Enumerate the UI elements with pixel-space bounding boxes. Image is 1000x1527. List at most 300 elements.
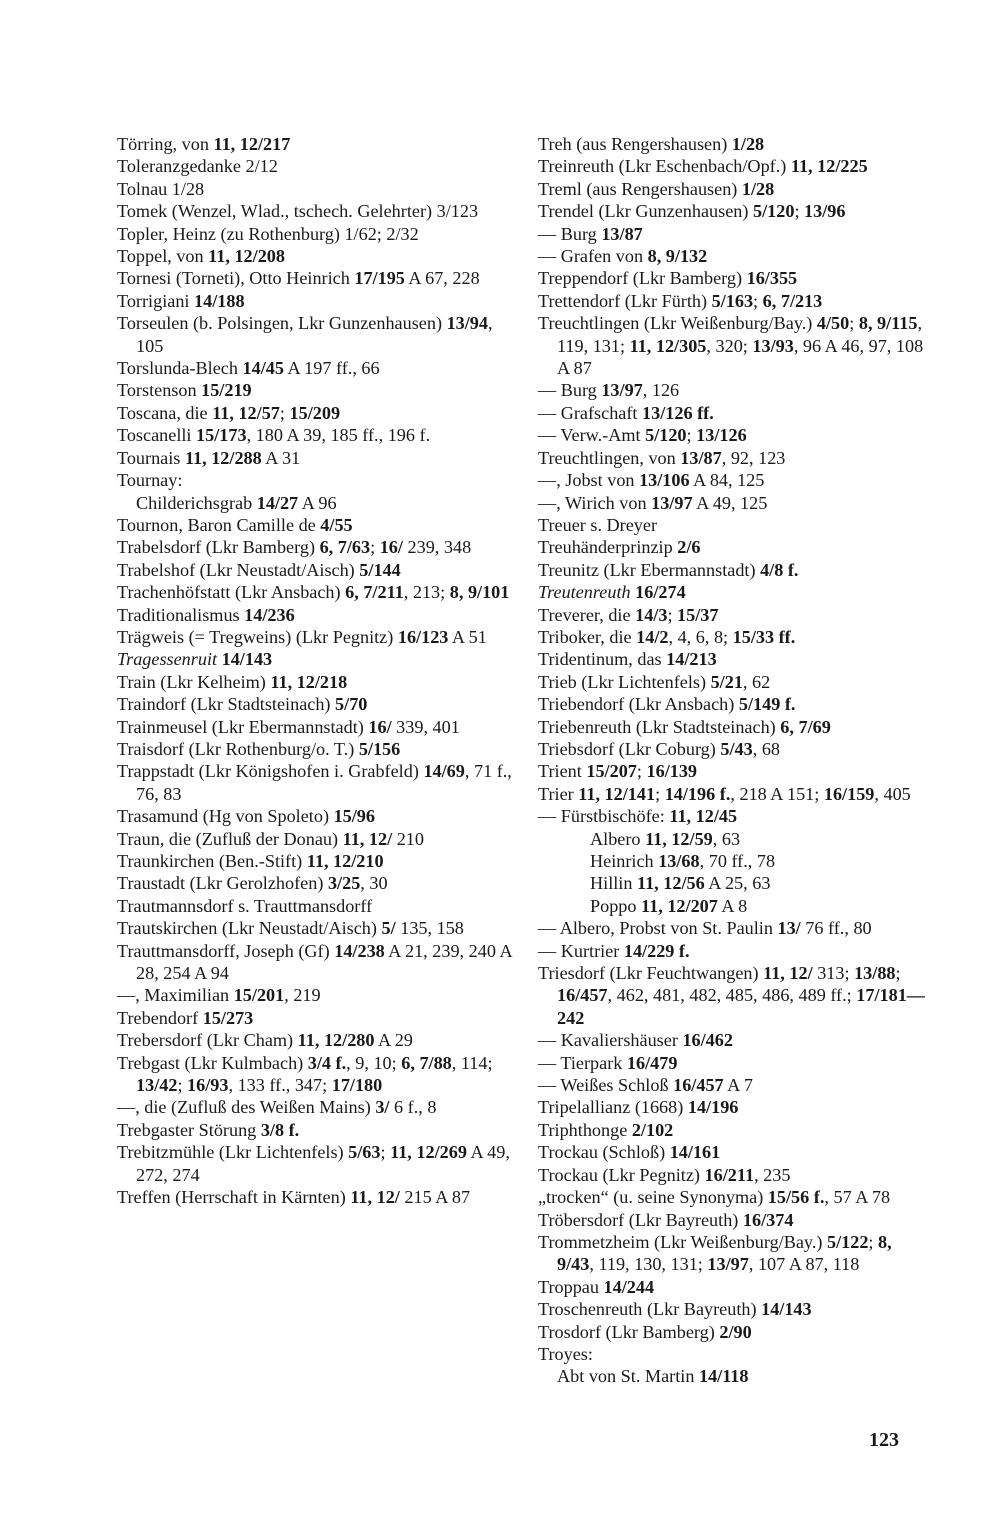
- entry-text: Treuchtlingen, von: [538, 447, 681, 468]
- entry-text: Trient: [538, 761, 587, 782]
- index-entry: [117, 178, 512, 200]
- page-reference: 5/120: [753, 201, 795, 222]
- page-reference: 16/274: [635, 582, 686, 603]
- entry-text: Topler, Heinz (zu Rothenburg) 1/62; 2/32: [117, 223, 419, 244]
- index-entry: [538, 648, 933, 670]
- index-entry: [117, 245, 512, 267]
- index-entry: [117, 559, 512, 581]
- entry-text: A 51: [448, 626, 487, 647]
- entry-text: Trebgast (Lkr Kulmbach): [117, 1052, 308, 1073]
- entry-text: Trabelshof (Lkr Neustadt/Aisch): [117, 559, 360, 580]
- entry-text: , 96 A 46, 97, 108 A 87: [557, 335, 924, 379]
- entry-text: — Fürstbischöfe:: [538, 806, 670, 827]
- entry-text: Torstenson: [117, 380, 202, 401]
- entry-text: ;: [895, 963, 901, 984]
- page-reference: 4/50: [816, 313, 850, 334]
- entry-text: A 7: [723, 1075, 753, 1096]
- entry-text: Torrigiani: [117, 290, 195, 311]
- page-reference: 16/355: [746, 268, 798, 289]
- entry-text: Tournais: [117, 447, 185, 468]
- entry-text: 215 A 87: [399, 1187, 471, 1208]
- entry-text: Trier: [538, 783, 579, 804]
- entry-text: , 218 A 151;: [730, 783, 824, 804]
- index-entry: [117, 716, 512, 738]
- page-reference: 5/43: [720, 738, 753, 759]
- entry-text: , 9, 10;: [346, 1052, 402, 1073]
- page-reference: 11, 12/225: [790, 156, 868, 177]
- page-reference: 16/: [379, 537, 403, 558]
- index-entry: [538, 447, 933, 469]
- page-reference: 4/55: [320, 514, 353, 535]
- index-entry: [117, 693, 512, 715]
- entry-text: , 114;: [451, 1052, 493, 1073]
- page-reference: 1/28: [731, 134, 765, 154]
- page-reference: 14/244: [603, 1276, 655, 1297]
- page-reference: 11, 12/141: [578, 783, 656, 804]
- entry-text: A 49, 272, 274: [136, 1142, 510, 1185]
- index-entry: [538, 1298, 933, 1320]
- entry-text: 339, 401: [391, 716, 460, 737]
- entry-text: ;: [279, 402, 290, 423]
- entry-text: Tripelallianz (1668): [538, 1097, 688, 1118]
- index-entry: [117, 648, 512, 670]
- page-reference: 14/236: [244, 604, 295, 625]
- index-entry: [117, 223, 512, 245]
- page-reference: 11, 12/269: [390, 1142, 467, 1163]
- page-reference: 16/479: [626, 1052, 678, 1073]
- index-entry: [538, 290, 933, 312]
- entry-text: , 235: [754, 1164, 791, 1185]
- entry-text: , 107 A 87, 118: [748, 1254, 860, 1275]
- page-reference: 6, 7/69: [780, 716, 831, 737]
- page-reference: 16/462: [682, 1030, 733, 1051]
- index-subentry: [538, 872, 933, 894]
- entry-text: — Verw.-Amt: [538, 425, 646, 446]
- page-reference: 16/374: [742, 1209, 794, 1230]
- entry-text: Treverer, die: [538, 604, 636, 625]
- entry-text: Treuer s. Dreyer: [538, 514, 658, 535]
- index-entry: [538, 581, 933, 603]
- index-entry: [117, 1029, 512, 1051]
- index-entry: [117, 200, 512, 222]
- page-reference: 13/94: [446, 313, 488, 334]
- page-reference: 5/156: [358, 738, 401, 759]
- page-reference: 13/126 ff.: [642, 402, 714, 423]
- index-subentry: [538, 1365, 933, 1387]
- entry-text: 6 f., 8: [389, 1097, 437, 1118]
- entry-text: , 4, 6, 8;: [668, 626, 733, 647]
- entry-text: 210: [392, 828, 424, 849]
- page-reference: 14/143: [221, 649, 273, 670]
- page-reference: 14/2: [636, 626, 669, 647]
- entry-text: 313;: [812, 963, 855, 984]
- entry-text: 76 ff., 80: [800, 918, 872, 939]
- index-entry: [117, 469, 512, 491]
- index-entry: [538, 1209, 933, 1231]
- entry-text: A 8: [717, 895, 748, 916]
- index-entry: [538, 1343, 933, 1365]
- page-reference: 5/144: [359, 559, 401, 580]
- page-reference: 3/: [375, 1097, 390, 1118]
- entry-text: A 31: [261, 447, 301, 468]
- page-reference: 13/93: [752, 335, 794, 356]
- page-reference: 16/93: [187, 1075, 229, 1096]
- entry-text: , 405: [874, 783, 911, 804]
- entry-text: Toppel, von: [117, 246, 209, 267]
- index-entry: [538, 559, 933, 581]
- index-entry: [538, 940, 933, 962]
- index-entry: [538, 1141, 933, 1163]
- entry-text: — Weißes Schloß: [538, 1075, 674, 1096]
- page-reference: 5/122: [826, 1231, 869, 1252]
- entry-text: Trainmeusel (Lkr Ebermannstadt): [117, 716, 369, 737]
- index-entry: [117, 738, 512, 760]
- index-entry: [538, 1074, 933, 1096]
- entry-text: A 29: [374, 1030, 413, 1051]
- page-reference: 14/27: [256, 492, 299, 513]
- page-reference: 15/207: [586, 761, 637, 782]
- index-entry: [538, 1231, 933, 1276]
- entry-text: A 49, 125: [692, 492, 768, 513]
- entry-text: Trommetzheim (Lkr Weißenburg/Bay.): [538, 1231, 827, 1252]
- entry-text: , 71 f., 76, 83: [136, 761, 512, 804]
- index-entry: [538, 536, 933, 558]
- index-entry: [117, 805, 512, 827]
- page-reference: 13/: [777, 918, 801, 939]
- index-entry: [117, 357, 512, 379]
- page-reference: 13/126: [696, 425, 747, 446]
- entry-text: Trauttmansdorff, Joseph (Gf): [117, 940, 335, 961]
- entry-text: — Burg: [538, 380, 602, 401]
- page-reference: 6, 7/213: [762, 290, 823, 311]
- index-entry: [538, 760, 933, 782]
- page-reference: 14/213: [666, 649, 717, 670]
- index-entry: [538, 805, 933, 827]
- page-reference: 13/87: [680, 447, 722, 468]
- entry-text: , 30: [360, 873, 388, 894]
- page-reference: 11, 12/217: [213, 134, 291, 154]
- index-entry: [538, 1186, 933, 1208]
- page-reference: 14/118: [698, 1366, 749, 1387]
- page-reference: 4/8 f.: [760, 559, 799, 580]
- page-reference: 11, 12/: [350, 1187, 400, 1208]
- page-reference: 5/163: [711, 290, 754, 311]
- entry-text: Troppau: [538, 1276, 604, 1297]
- entry-text: Trebgaster Störung: [117, 1119, 261, 1140]
- page-reference: 11, 12/207: [641, 895, 718, 916]
- page-reference: 14/196 f.: [664, 783, 731, 804]
- entry-text: Trappstadt (Lkr Königshofen i. Grabfeld): [117, 761, 424, 782]
- page-reference: 2/90: [719, 1321, 752, 1342]
- index-entry: [117, 917, 512, 939]
- entry-text: Triphthonge: [538, 1119, 632, 1140]
- index-column-right: [538, 133, 933, 1388]
- page-reference: 6, 7/63: [319, 537, 371, 558]
- entry-text: , 105: [136, 313, 493, 356]
- index-entry: [117, 133, 512, 155]
- entry-text: Treunitz (Lkr Ebermannstadt): [538, 559, 761, 580]
- page-reference: 15/209: [289, 402, 341, 423]
- entry-text: Treppendorf (Lkr Bamberg): [538, 268, 747, 289]
- entry-text: , 62: [742, 671, 771, 692]
- index-entry: [538, 155, 933, 177]
- page-reference: 11, 12/288: [184, 447, 262, 468]
- index-entry: [538, 962, 933, 1029]
- entry-text: Triesdorf (Lkr Feuchtwangen): [538, 963, 764, 984]
- entry-text: „trocken“ (u. seine Synonyma): [538, 1187, 768, 1208]
- entry-text: Tolnau 1/28: [117, 178, 205, 199]
- page-reference: 2/6: [677, 537, 701, 558]
- index-entry: [117, 267, 512, 289]
- entry-text: —, Maximilian: [117, 985, 234, 1006]
- page-reference: 16/159: [823, 783, 875, 804]
- index-entry: [117, 828, 512, 850]
- entry-text: Trendel (Lkr Gunzenhausen): [538, 201, 753, 222]
- entry-text: , 57 A 78: [824, 1187, 891, 1208]
- index-entry: [538, 379, 933, 401]
- entry-text: Törring, von: [117, 134, 214, 154]
- page-reference: 5/120: [645, 425, 687, 446]
- index-column-left: [117, 133, 512, 1209]
- entry-text: Tomek (Wenzel, Wlad., tschech. Gelehrter) 3/123: [117, 201, 479, 222]
- entry-text: — Albero, Probst von St. Paulin: [538, 918, 778, 939]
- page-reference: 11, 12/210: [306, 851, 384, 871]
- index-entry: [538, 267, 933, 289]
- entry-text: , 219: [284, 985, 321, 1006]
- entry-text: Tornesi (Torneti), Otto Heinrich: [117, 268, 355, 289]
- page-reference: 8, 9/43: [557, 1231, 892, 1275]
- index-entry: [538, 1029, 933, 1051]
- page-reference: 16/211: [704, 1164, 755, 1185]
- entry-text: Traunkirchen (Ben.-Stift): [117, 851, 307, 871]
- page-reference: 15/37: [677, 604, 719, 625]
- index-entry: [117, 1186, 512, 1208]
- page-reference: 14/238: [334, 940, 385, 961]
- entry-text: A 197 ff., 66: [283, 358, 380, 379]
- entry-text: Traustadt (Lkr Gerolzhofen): [117, 873, 328, 894]
- entry-text: — Grafschaft: [538, 402, 643, 423]
- entry-text: ;: [686, 425, 697, 446]
- entry-text: —, die (Zufluß des Weißen Mains): [117, 1097, 376, 1118]
- index-entry: [538, 402, 933, 424]
- entry-text: —, Jobst von: [538, 470, 640, 491]
- page-reference: 11, 12/218: [270, 671, 348, 692]
- page-reference: 15/201: [233, 985, 285, 1006]
- page-number: 123: [869, 1429, 899, 1451]
- index-entry: [117, 155, 512, 177]
- entry-text: Triboker, die: [538, 626, 637, 647]
- page-reference: 8, 9/115: [858, 313, 918, 334]
- index-entry: [117, 290, 512, 312]
- index-entry: [117, 581, 512, 603]
- entry-text: , 462, 481, 482, 485, 486, 489 ff.;: [607, 985, 857, 1006]
- entry-text: Trebendorf: [117, 1007, 203, 1028]
- entry-text: Poppo: [590, 895, 642, 916]
- page-reference: 8, 9/132: [647, 246, 708, 267]
- page-reference: 14/229 f.: [623, 940, 690, 961]
- index-entry: [117, 514, 512, 536]
- entry-text: 239, 348: [402, 537, 472, 558]
- index-entry: [117, 604, 512, 626]
- page-reference: 5/63: [348, 1142, 381, 1163]
- index-entry: [538, 1276, 933, 1298]
- entry-text: ;: [794, 201, 805, 222]
- entry-text: Trockau (Schloß): [538, 1142, 670, 1163]
- entry-text: — Kavaliershäuser: [538, 1030, 683, 1051]
- entry-text: — Tierpark: [538, 1052, 627, 1073]
- index-entry: [117, 379, 512, 401]
- entry-text: Treffen (Herrschaft in Kärnten): [117, 1187, 351, 1208]
- entry-text: 135, 158: [395, 918, 464, 939]
- index-entry: [117, 402, 512, 424]
- page-reference: 13/96: [804, 201, 846, 222]
- page-reference: 5/149 f.: [738, 694, 796, 715]
- index-entry: [117, 1096, 512, 1118]
- index-entry: [538, 514, 933, 536]
- index-entry: [538, 693, 933, 715]
- entry-text: Toleranzgedanke 2/12: [117, 156, 278, 177]
- index-entry: [117, 312, 512, 357]
- entry-text: Treuhänderprinzip: [538, 537, 678, 558]
- page-reference: 13/106: [639, 470, 690, 491]
- entry-text: ;: [868, 1231, 879, 1252]
- index-entry: [538, 1096, 933, 1118]
- index-entry: [538, 604, 933, 626]
- index-entry: [117, 447, 512, 469]
- entry-text: Tournay:: [117, 470, 183, 491]
- page-reference: 16/457: [673, 1075, 724, 1096]
- index-entry: [117, 424, 512, 446]
- index-entry: [117, 1007, 512, 1029]
- page-reference: 3/4 f.: [307, 1052, 347, 1073]
- index-entry: [538, 312, 933, 379]
- index-entry: [538, 200, 933, 222]
- entry-text: , 320;: [706, 335, 753, 356]
- index-entry: [538, 626, 933, 648]
- page-reference: 11, 12/208: [208, 246, 285, 267]
- entry-text: Torslunda-Blech: [117, 358, 243, 379]
- index-entry: [538, 245, 933, 267]
- page-reference: 5/: [381, 918, 396, 939]
- entry-text: Trosdorf (Lkr Bamberg): [538, 1321, 720, 1342]
- page-reference: 17/180: [331, 1075, 383, 1096]
- page-reference: 13/68: [658, 851, 700, 871]
- entry-text: Albero: [590, 828, 646, 849]
- index-entry: [538, 1164, 933, 1186]
- index-entry: [538, 492, 933, 514]
- page-reference: 13/42: [136, 1075, 178, 1096]
- page-reference: 14/161: [669, 1142, 721, 1163]
- page-reference: 11, 12/45: [669, 806, 738, 827]
- entry-text: Trachenhöfstatt (Lkr Ansbach): [117, 582, 346, 603]
- page-reference: 1/28: [741, 178, 775, 199]
- index-subentry: [538, 895, 933, 917]
- index-entry: [117, 1119, 512, 1141]
- entry-text: , 133 ff., 347;: [228, 1075, 332, 1096]
- page-reference: 5/70: [335, 694, 368, 715]
- entry-text: Tridentinum, das: [538, 649, 667, 670]
- index-entry: [538, 716, 933, 738]
- entry-text: Traditionalismus: [117, 604, 245, 625]
- entry-text: ;: [849, 313, 859, 334]
- entry-text: ;: [636, 761, 647, 782]
- page-reference: 13/97: [707, 1254, 749, 1275]
- page-reference: 13/87: [601, 223, 643, 244]
- entry-text: , 119, 131;: [557, 313, 923, 356]
- entry-text: Troschenreuth (Lkr Bayreuth): [538, 1299, 762, 1320]
- entry-text: Trautmannsdorf s. Trauttmansdorff: [117, 895, 373, 916]
- page-reference: 11, 12/57: [212, 402, 280, 423]
- entry-text: Train (Lkr Kelheim): [117, 671, 271, 692]
- entry-text: Triebsdorf (Lkr Coburg): [538, 738, 721, 759]
- entry-text: ;: [177, 1075, 188, 1096]
- page-reference: 15/96: [333, 806, 375, 827]
- entry-text: , 126: [642, 380, 680, 401]
- entry-text: Trägweis (= Tregweins) (Lkr Pegnitz): [117, 626, 398, 647]
- page-reference: 6, 7/88: [401, 1052, 452, 1073]
- page-reference: 16/123: [397, 626, 449, 647]
- index-subentry: [117, 492, 512, 514]
- entry-text: Trieb (Lkr Lichtenfels): [538, 671, 711, 692]
- page-reference: 3/8 f.: [260, 1119, 300, 1140]
- index-entry: [538, 1321, 933, 1343]
- index-entry: [117, 1141, 512, 1186]
- page-reference: 6, 7/211: [345, 582, 404, 603]
- page-reference: 16/: [368, 716, 392, 737]
- entry-text: , 70 ff., 78: [699, 851, 776, 871]
- entry-text: Treinreuth (Lkr Eschenbach/Opf.): [538, 156, 791, 177]
- index-subentry: [538, 850, 933, 872]
- entry-text: Trebitzmühle (Lkr Lichtenfels): [117, 1142, 349, 1163]
- entry-text: Trabelsdorf (Lkr Bamberg): [117, 537, 320, 558]
- entry-text: A 21, 239, 240 A 28, 254 A 94: [136, 940, 512, 984]
- page-reference: 11, 12/305: [629, 335, 707, 356]
- entry-text: Traindorf (Lkr Stadtsteinach): [117, 694, 336, 715]
- entry-text: Treml (aus Rengershausen): [538, 178, 742, 199]
- page-reference: 16/139: [646, 761, 698, 782]
- entry-text: Triebenreuth (Lkr Stadtsteinach): [538, 716, 781, 737]
- index-entry: [538, 178, 933, 200]
- entry-text: Childerichsgrab: [136, 492, 257, 513]
- entry-text: — Grafen von: [538, 246, 648, 267]
- entry-text: Triebendorf (Lkr Ansbach): [538, 694, 739, 715]
- entry-text: Troyes:: [538, 1343, 593, 1364]
- entry-text: , 119, 130, 131;: [589, 1254, 708, 1275]
- index-entry: [117, 671, 512, 693]
- index-entry: [538, 738, 933, 760]
- page-reference: 13/97: [601, 380, 643, 401]
- index-entry: [117, 760, 512, 805]
- page-reference: 5/21: [710, 671, 743, 692]
- entry-text: Toscanelli: [117, 425, 197, 446]
- page-reference: 13/97: [651, 492, 693, 513]
- page-reference: 13/88: [854, 963, 896, 984]
- entry-text: ;: [380, 1142, 391, 1163]
- page-reference: 15/219: [201, 380, 252, 401]
- entry-text: Treh (aus Rengershausen): [538, 134, 732, 154]
- index-entry: [117, 940, 512, 985]
- entry-text: Traisdorf (Lkr Rothenburg/o. T.): [117, 738, 359, 759]
- entry-text: , 213;: [403, 582, 450, 603]
- index-entry: [538, 917, 933, 939]
- entry-text: , 63: [712, 828, 741, 849]
- index-entry: [538, 133, 933, 155]
- entry-text: — Kurtrier: [538, 940, 624, 961]
- italic-term: Treutenreuth: [538, 582, 631, 603]
- index-entry: [117, 850, 512, 872]
- entry-text: A 67, 228: [404, 268, 480, 289]
- entry-text: A 84, 125: [689, 470, 765, 491]
